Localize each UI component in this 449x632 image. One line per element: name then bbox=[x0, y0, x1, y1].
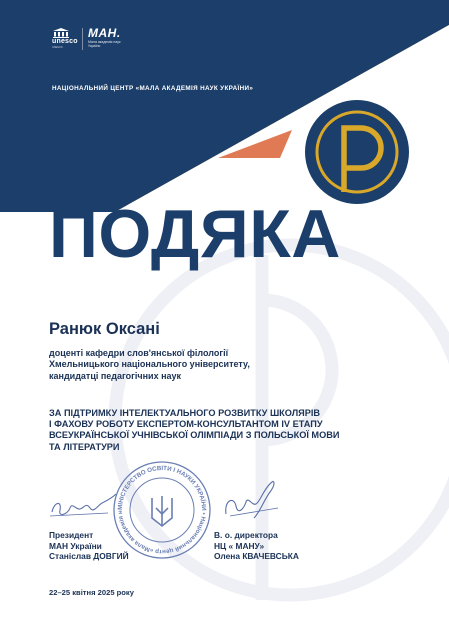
stamp-text: МІНІСТЕРСТВО ОСВІТИ І НАУКИ УКРАЇНИ • Національний центр «Мала академія н bbox=[116, 464, 208, 556]
unesco-wordmark: unesco bbox=[52, 38, 78, 45]
man-logo bbox=[88, 27, 122, 48]
signatory-right bbox=[214, 530, 299, 562]
reason-line: ТА ЛІТЕРАТУРИ bbox=[49, 441, 120, 452]
trident-icon bbox=[152, 496, 172, 526]
signatory-name: Олена КВАЧЕВСЬКА bbox=[214, 551, 299, 561]
signatory-position: В. о. директора bbox=[214, 530, 278, 540]
event-date: 22–25 квітня 2025 року bbox=[49, 588, 134, 597]
signatory-position: Президент bbox=[49, 530, 94, 540]
signatory-organization: МАН України bbox=[49, 540, 102, 551]
man-wordmark: МАН. bbox=[88, 26, 121, 40]
signature-left bbox=[48, 488, 118, 522]
recipient-description bbox=[49, 348, 349, 382]
certificate-title: ПОДЯКА bbox=[49, 196, 341, 272]
signatory-name: Станіслав ДОВГИЙ bbox=[49, 551, 129, 561]
logo-divider bbox=[82, 28, 83, 50]
unesco-tiny-text: UNESCO bbox=[52, 46, 63, 49]
organization-name: НАЦІОНАЛЬНИЙ ЦЕНТР «МАЛА АКАДЕМІЯ НАУК УКРАЇНИ» bbox=[52, 85, 254, 92]
description-line: кандидатці педагогічних наук bbox=[49, 370, 182, 381]
award-reason bbox=[49, 408, 409, 453]
signatory-left bbox=[49, 530, 129, 562]
man-tiny-text: Мала академія наук України bbox=[88, 40, 121, 48]
description-line: Хмельницького національного університету, bbox=[49, 359, 250, 370]
emblem-circle bbox=[305, 100, 409, 204]
reason-line: ВСЕУКРАЇНСЬКОЇ УЧНІВСЬКОЇ ОЛІМПІАДИ З ПОЛЬСЬКОЇ МОВИ bbox=[49, 430, 340, 441]
reason-line: І ФАХОВУ РОБОТУ ЕКСПЕРТОМ-КОНСУЛЬТАНТОМ IV ЕТАПУ bbox=[49, 419, 323, 430]
signature-right bbox=[220, 478, 282, 524]
recipient-name: Ранюк Оксані bbox=[49, 320, 160, 338]
unesco-logo bbox=[52, 28, 78, 49]
description-line: доценті кафедри слов'янської філології bbox=[49, 348, 229, 358]
signatory-organization: НЦ « МАНУ» bbox=[214, 540, 265, 551]
temple-icon bbox=[52, 28, 70, 38]
reason-line: ЗА ПІДТРИМКУ ІНТЕЛЕКТУАЛЬНОГО РОЗВИТКУ ШКОЛЯРІВ bbox=[49, 408, 321, 418]
